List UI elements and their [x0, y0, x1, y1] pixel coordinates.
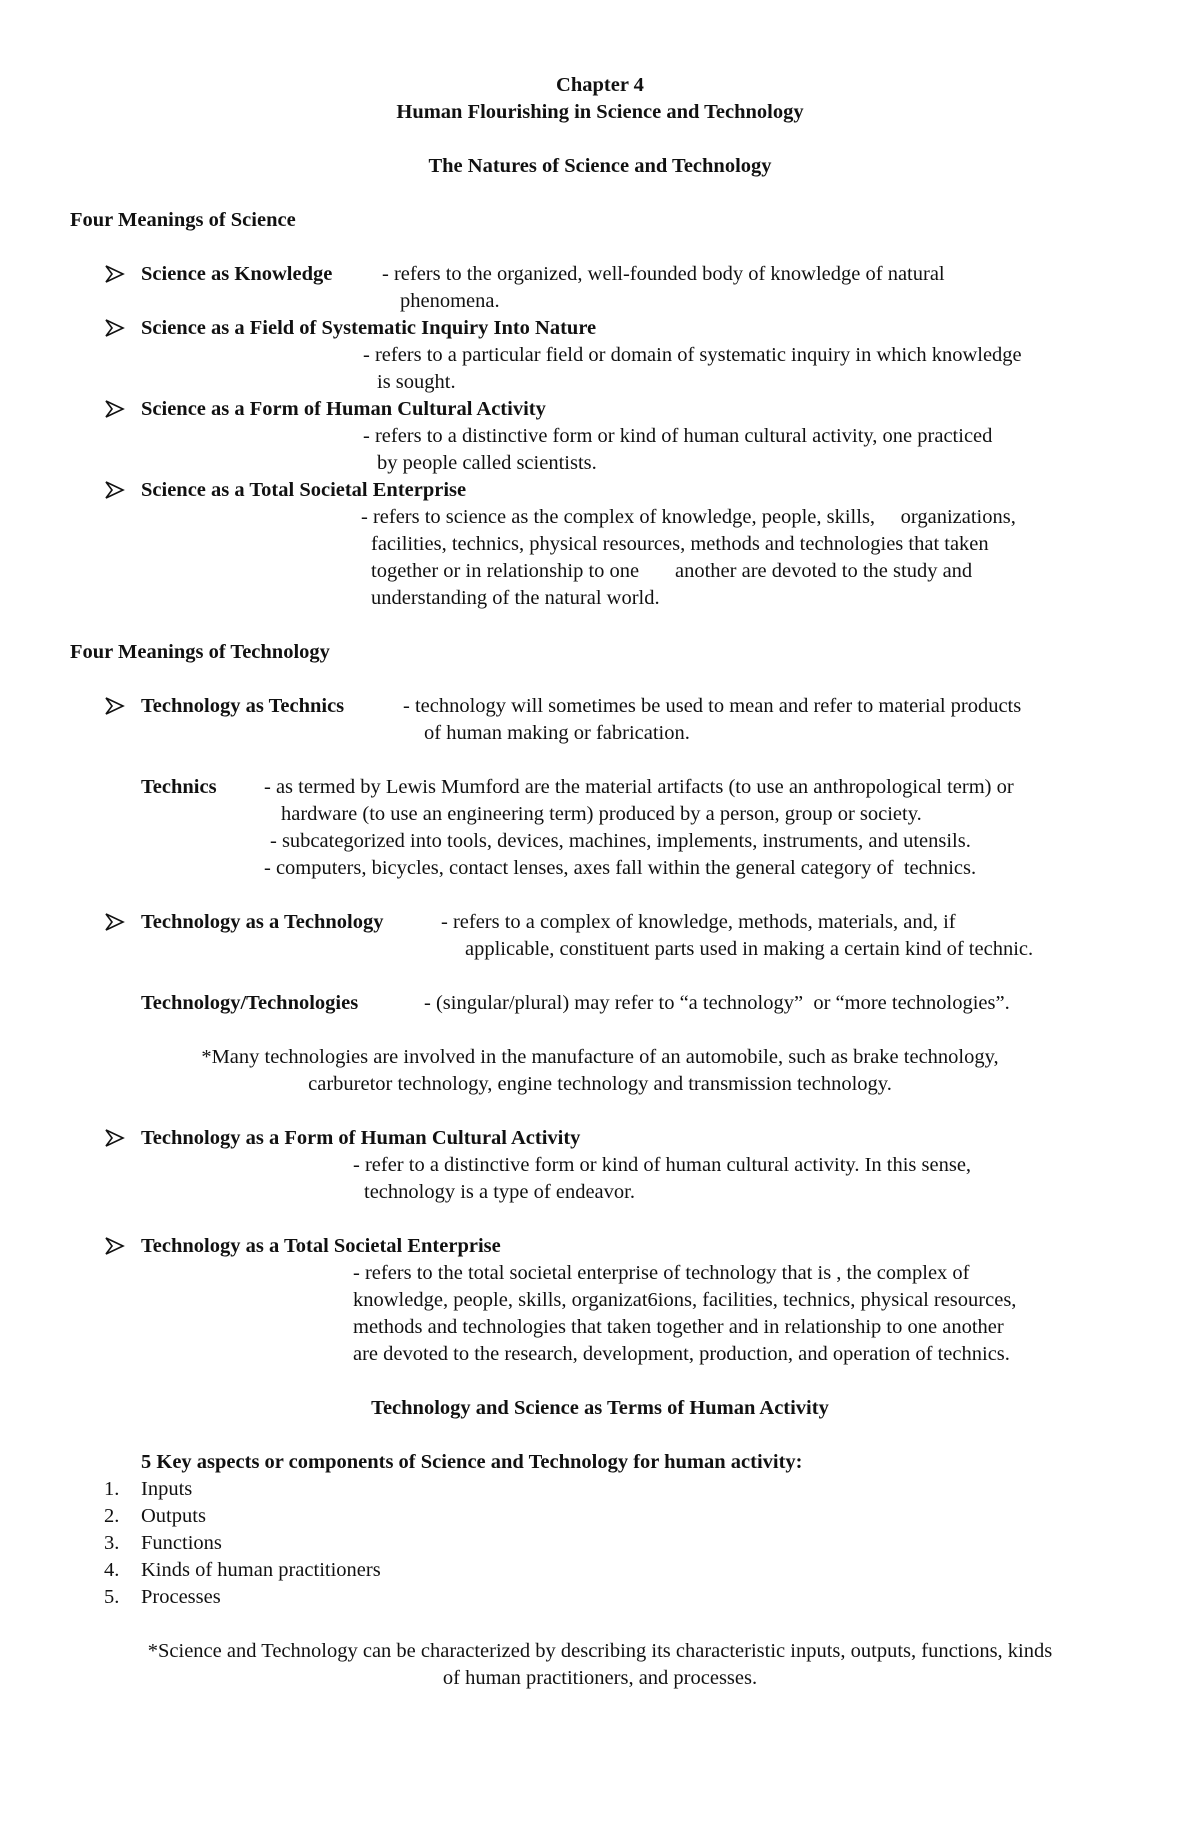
arrow-bullet-icon [104, 263, 126, 285]
technics-desc: - subcategorized into tools, devices, machines, implements, instruments, and utensils. [270, 830, 971, 852]
science-item-term: Science as a Field of Systematic Inquiry Into Nature [141, 317, 597, 339]
list-item: Functions [141, 1532, 222, 1554]
science-item-desc: - refers to science as the complex of knowledge, people, skills, organizations, [361, 506, 1016, 528]
section-title: The Natures of Science and Technology [428, 155, 772, 177]
technology-item-term: Technology as a Technology [141, 911, 384, 933]
science-item-desc: understanding of the natural world. [371, 587, 660, 609]
arrow-bullet-icon [104, 479, 126, 501]
list-number: 2. [104, 1505, 120, 1527]
science-item-desc: - refers to the organized, well-founded body of knowledge of natural [382, 263, 945, 285]
conclusion-note: *Science and Technology can be characterized by describing its characteristic inputs, outputs, functions, kinds [147, 1640, 1053, 1662]
technologies-desc: - (singular/plural) may refer to “a technology” or “more technologies”. [424, 992, 1010, 1014]
science-item-desc: by people called scientists. [377, 452, 597, 474]
arrow-bullet-icon [104, 398, 126, 420]
science-item-desc: is sought. [377, 371, 456, 393]
technology-item-desc: methods and technologies that taken together and in relationship to one another [353, 1316, 1004, 1338]
technology-item-desc: technology is a type of endeavor. [364, 1181, 635, 1203]
technology-item-term: Technology as Technics [141, 695, 345, 717]
conclusion-note: of human practitioners, and processes. [442, 1667, 758, 1689]
technology-item-desc: - technology will sometimes be used to mean and refer to material products [403, 695, 1022, 717]
chapter-title: Human Flourishing in Science and Technology [396, 101, 804, 123]
list-item: Inputs [141, 1478, 193, 1500]
list-number: 1. [104, 1478, 120, 1500]
arrow-bullet-icon [104, 911, 126, 933]
technology-item-term: Technology as a Form of Human Cultural Activity [141, 1127, 581, 1149]
technology-item-desc: - refer to a distinctive form or kind of human cultural activity. In this sense, [353, 1154, 972, 1176]
science-item-desc: - refers to a distinctive form or kind of human cultural activity, one practiced [363, 425, 993, 447]
chapter-label: Chapter 4 [556, 74, 644, 96]
list-item: Processes [141, 1586, 221, 1608]
arrow-bullet-icon [104, 695, 126, 717]
science-item-term: Science as a Total Societal Enterprise [141, 479, 467, 501]
technology-item-desc: of human making or fabrication. [424, 722, 690, 744]
technics-desc: hardware (to use an engineering term) produced by a person, group or society. [281, 803, 922, 825]
arrow-bullet-icon [104, 1127, 126, 1149]
activity-heading: Technology and Science as Terms of Human Activity [371, 1397, 829, 1419]
list-number: 3. [104, 1532, 120, 1554]
list-number: 4. [104, 1559, 120, 1581]
technology-item-term: Technology as a Total Societal Enterprise [141, 1235, 501, 1257]
technics-desc: - computers, bicycles, contact lenses, axes fall within the general category of technics. [264, 857, 977, 879]
technics-term: Technics [141, 776, 217, 798]
list-item: Outputs [141, 1505, 206, 1527]
science-item-desc: phenomena. [400, 290, 500, 312]
technology-item-desc: are devoted to the research, development, production, and operation of technics. [353, 1343, 1010, 1365]
technology-item-desc: - refers to a complex of knowledge, methods, materials, and, if [441, 911, 956, 933]
automobile-note: carburetor technology, engine technology and transmission technology. [308, 1073, 892, 1095]
technology-item-desc: - refers to the total societal enterprise of technology that is , the complex of [353, 1262, 970, 1284]
list-item: Kinds of human practitioners [141, 1559, 381, 1581]
science-item-desc: facilities, technics, physical resources, methods and technologies that taken [371, 533, 989, 555]
technology-item-desc: applicable, constituent parts used in making a certain kind of technic. [465, 938, 1034, 960]
science-item-desc: together or in relationship to one another are devoted to the study and [371, 560, 973, 582]
arrow-bullet-icon [104, 317, 126, 339]
science-item-desc: - refers to a particular field or domain of systematic inquiry in which knowledge [363, 344, 1022, 366]
list-number: 5. [104, 1586, 120, 1608]
science-item-term: Science as Knowledge [141, 263, 333, 285]
science-item-term: Science as a Form of Human Cultural Activity [141, 398, 546, 420]
technology-heading: Four Meanings of Technology [70, 641, 330, 663]
science-heading: Four Meanings of Science [70, 209, 296, 231]
technics-desc: - as termed by Lewis Mumford are the material artifacts (to use an anthropological term) or [264, 776, 1014, 798]
aspects-heading: 5 Key aspects or components of Science and Technology for human activity: [141, 1451, 803, 1473]
technology-item-desc: knowledge, people, skills, organizat6ions, facilities, technics, physical resources, [353, 1289, 1017, 1311]
technologies-term: Technology/Technologies [141, 992, 359, 1014]
automobile-note: *Many technologies are involved in the manufacture of an automobile, such as brake technology, [201, 1046, 999, 1068]
arrow-bullet-icon [104, 1235, 126, 1257]
